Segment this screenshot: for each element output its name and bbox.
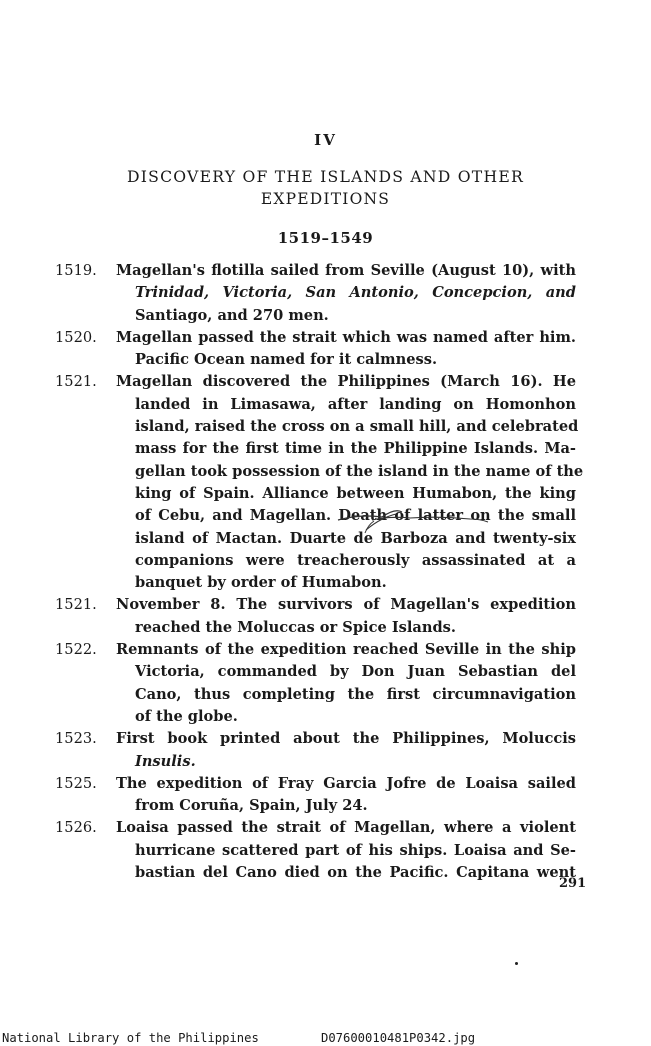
entry-line: banquet by order of Humabon. (135, 574, 387, 592)
entry-line: king of Spain. Alliance between Humabon, the king (135, 484, 576, 502)
entry-line: landed in Limasawa, after landing on Homonhon (135, 395, 576, 413)
entry-line: island of Mactan. Duarte de Barboza and twenty-six (135, 529, 576, 547)
entry-year: 1520. (55, 328, 97, 346)
entry-line: Trinidad, Victoria, San Antonio, Concepcion, and (135, 284, 576, 302)
page-number: 291 (559, 876, 587, 891)
handwritten-underline-mark (372, 517, 488, 522)
entry-line: Cano, thus completing the first circumnavigation (135, 685, 576, 703)
chapter-number: IV (314, 131, 337, 149)
footer-library-name: National Library of the Philippines (2, 1031, 259, 1045)
entry-year: 1522. (55, 641, 97, 659)
entry-line: from Coruña, Spain, July 24. (135, 797, 368, 815)
entry-line: Victoria, commanded by Don Juan Sebastian del (135, 663, 576, 681)
entry-year: 1519. (55, 262, 97, 279)
entry-line: of the globe. (135, 707, 238, 725)
entry-line: Loaisa passed the strait of Magellan, where a violent (116, 819, 576, 837)
entry-year: 1521. (55, 373, 97, 391)
entry-line: hurricane scattered part of his ships. Loaisa and Se- (135, 841, 576, 859)
year-range: 1519–1549 (277, 229, 374, 247)
entry-line: Remnants of the expedition reached Seville in the ship (116, 641, 576, 659)
scan-footer (0, 1031, 651, 1046)
chapter-title-line-2: EXPEDITIONS (260, 190, 391, 208)
entry-line: Insulis. (135, 752, 196, 770)
entry-line: Pacific Ocean named for it calmness. (135, 351, 438, 369)
entry-line: Magellan discovered the Philippines (March 16). He (116, 373, 576, 391)
entry-line: bastian del Cano died on the Pacific. Capitana went (135, 864, 576, 882)
chapter-title-line-1: DISCOVERY OF THE ISLANDS AND OTHER (127, 168, 524, 186)
entry-line: Magellan's flotilla sailed from Seville (August 10), with (116, 262, 576, 279)
footer-filename: D07600010481P0342.jpg (321, 1031, 476, 1045)
entry-year: 1525. (55, 774, 97, 792)
paper-speck (515, 962, 518, 965)
entry-line: gellan took possession of the island in the name of the (135, 462, 584, 480)
entry-line: reached the Moluccas or Spice Islands. (135, 618, 456, 636)
entry-line: Magellan passed the strait which was named after him. (116, 328, 576, 346)
entry-line: island, raised the cross on a small hill, and celebrated (135, 418, 579, 436)
entry-line: First book printed about the Philippines, Moluccis (116, 730, 576, 748)
entry-line: mass for the first time in the Philippine Islands. Ma- (135, 440, 576, 458)
entry-year: 1521. (55, 596, 97, 614)
entry-line: of Cebu, and Magellan. Death of latter on the small (135, 507, 576, 525)
entry-line: companions were treacherously assassinated at a (135, 551, 576, 569)
entry-year: 1526. (55, 819, 97, 837)
entry-line: November 8. The survivors of Magellan's expedition (116, 596, 576, 614)
entry-line: Santiago, and 270 men. (135, 306, 329, 324)
entry-line: The expedition of Fray Garcia Jofre de Loaisa sailed (116, 774, 576, 792)
entry-year: 1523. (55, 730, 97, 748)
